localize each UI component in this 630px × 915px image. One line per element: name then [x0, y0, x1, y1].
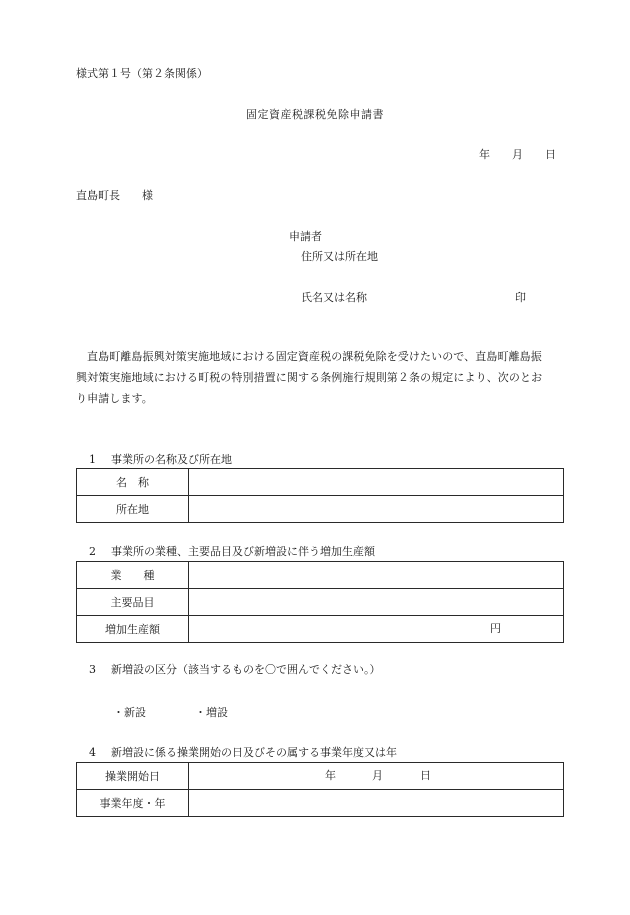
applicant-label: 申請者 — [289, 230, 322, 243]
start-day-label: 日 — [420, 769, 431, 782]
business-location-field[interactable] — [189, 496, 564, 523]
business-location-label: 所在地 — [77, 496, 189, 523]
section3-title: 新増設の区分（該当するものを〇で囲んでください。） — [111, 663, 381, 676]
address-label: 住所又は所在地 — [301, 250, 378, 263]
start-month-label: 月 — [372, 769, 383, 782]
operation-start-field[interactable] — [189, 763, 564, 790]
industry-label: 業 種 — [77, 562, 189, 589]
section1-table — [76, 468, 564, 523]
main-products-label: 主要品目 — [77, 589, 189, 616]
business-name-field[interactable] — [189, 469, 564, 496]
section3-number: 3 — [89, 663, 96, 676]
table-row — [77, 616, 564, 643]
section4-heading — [89, 747, 397, 758]
section1-title: 事業所の名称及び所在地 — [111, 453, 232, 466]
date-year-label: 年 — [479, 148, 490, 161]
table-row — [77, 496, 564, 523]
seal-mark: 印 — [515, 291, 526, 304]
fiscal-year-field[interactable] — [189, 790, 564, 817]
option-expansion[interactable]: ・増設 — [195, 706, 228, 719]
date-month-label: 月 — [512, 148, 523, 161]
section1-heading — [89, 454, 232, 465]
document-title: 固定資産税課税免除申請書 — [246, 108, 384, 121]
production-increase-label: 増加生産額 — [77, 616, 189, 643]
option-new-construction[interactable]: ・新設 — [113, 706, 146, 719]
table-row — [77, 763, 564, 790]
section1-number: 1 — [89, 453, 96, 466]
operation-start-label: 操業開始日 — [77, 763, 189, 790]
section4-title: 新増設に係る操業開始の日及びその属する事業年度又は年 — [111, 746, 397, 759]
section2-title: 事業所の業種、主要品目及び新増設に伴う増加生産額 — [111, 545, 375, 558]
fiscal-year-label: 事業年度・年 — [77, 790, 189, 817]
addressee: 直島町長 様 — [76, 189, 153, 202]
section2-number: 2 — [89, 545, 96, 558]
yen-unit: 円 — [490, 622, 501, 635]
table-row — [77, 790, 564, 817]
section4-number: 4 — [89, 746, 96, 759]
business-name-label: 名 称 — [77, 469, 189, 496]
industry-field[interactable] — [189, 562, 564, 589]
section3-heading — [89, 664, 381, 675]
section2-heading — [89, 546, 375, 557]
date-day-label: 日 — [545, 148, 556, 161]
start-year-label: 年 — [325, 769, 336, 782]
main-products-field[interactable] — [189, 589, 564, 616]
production-increase-field[interactable] — [189, 616, 564, 643]
table-row — [77, 469, 564, 496]
application-date — [479, 149, 556, 160]
table-row — [77, 562, 564, 589]
section2-table — [76, 561, 564, 643]
name-label: 氏名又は名称 — [301, 291, 367, 304]
table-row — [77, 589, 564, 616]
request-statement: 直島町離島振興対策実施地域における固定資産税の課税免除を受けたいので、直島町離島振興対策実施地域における町税の特別措置に関する条例施行規則第２条の規定により、次のとおり申請します。 — [76, 350, 543, 405]
form-number: 様式第１号（第２条関係） — [76, 67, 208, 80]
section4-table — [76, 762, 564, 817]
